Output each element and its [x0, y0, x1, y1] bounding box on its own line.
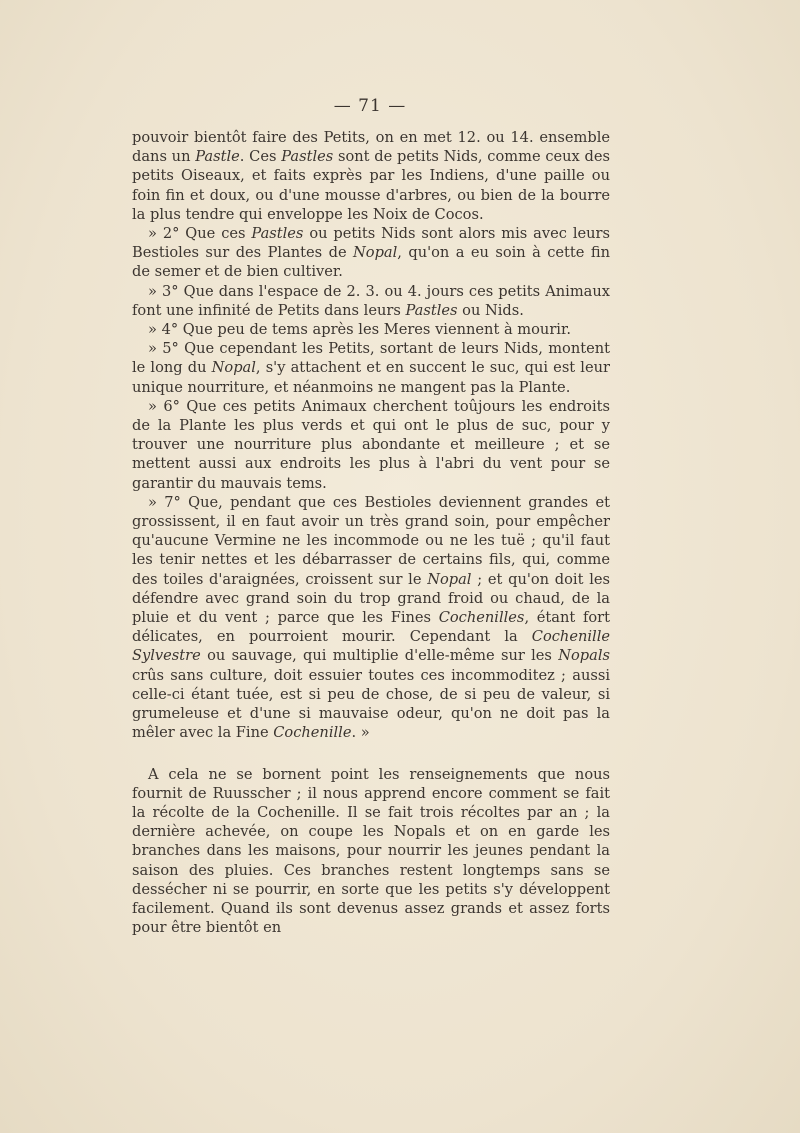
text-segment: ou Nids. [457, 301, 524, 319]
text-segment: » 4° Que peu de tems après les Meres viennent à mourir. [148, 321, 571, 339]
italic-term: Cochenille [273, 724, 352, 742]
italic-term: Nopals [558, 647, 610, 665]
body-text [132, 128, 610, 937]
text-segment: . Ces [239, 148, 282, 166]
text-segment: » 7° Que, pendant que ces Bestioles deviennent grandes et grossissent, il en faut avoir un très grand soin, pour empêcher qu'aucune Vermine ne les incommode ou ne les tuë ; qu'il faut les tenir nettes et les débarrasser de certains fils, qui, comme des toiles d'araignées, croissent sur le [132, 493, 610, 588]
text-segment: » 5° Que cependant les Petits, sortant de leurs Nids, montent le long du [132, 340, 610, 377]
italic-term: Pastles [405, 301, 458, 319]
paragraph-p5 [132, 397, 610, 493]
paragraph-p4 [132, 339, 610, 397]
text-segment: » 6° Que ces petits Animaux cherchent toûjours les endroits de la Plante les plus verds et qui ont le plus de suc, pour y trouver une nourriture plus abondante et meilleure ; et se mettent aussi aux endroits les plus à l'abri du vent pour se garantir du mauvais tems. [132, 397, 610, 492]
paragraph-p6 [132, 493, 610, 743]
text-segment: . » [351, 724, 370, 742]
paragraph-p3 [132, 320, 610, 339]
text-segment: sont de petits Nids, comme ceux des petits Oiseaux, et faits exprès par les Indiens, d'une paille ou foin fin et doux, ou d'une mousse d'arbres, ou bien de la bourre la plus tendre qui enveloppe les Noix de Cocos. [132, 148, 610, 223]
text-segment: » 3° Que dans l'espace de 2. 3. ou 4. jours ces petits Animaux font une infinité de Petits dans leurs [132, 282, 610, 319]
text-segment: ou sauvage, qui multiplie d'elle-même sur les [200, 647, 559, 665]
text-segment: , s'y attachent et en succent le suc, qui est leur unique nourriture, et néanmoins ne mangent pas la Plante. [132, 359, 610, 396]
text-segment: ; et qu'on doit les défendre avec grand soin du trop grand froid ou chaud, de la pluie et du vent ; parce que les Fines [132, 570, 610, 627]
text-segment: crûs sans culture, doit essuier toutes ces incommoditez ; aussi celle-ci étant tuée, est si peu de chose, de si peu de valeur, si grumeleuse et d'une si mauvaise odeur, qu'on ne doit pas la mêler avec la Fine [132, 666, 610, 742]
text-segment: ou petits Nids sont alors mis avec leurs Bestioles sur des Plantes de [132, 225, 610, 262]
paragraph-p0 [132, 128, 610, 224]
paragraph-p1 [132, 224, 610, 282]
text-segment: , étant fort délicates, en pourroient mourir. Cependant la [132, 609, 610, 646]
italic-term: Cochenille Sylvestre [132, 628, 610, 665]
italic-term: Pastles [251, 225, 304, 243]
text-segment: A cela ne se bornent point les renseignements que nous fournit de Ruusscher ; il nous apprend encore comment se fait la récolte de la Cochenille. Il se fait trois récoltes par an ; la dernière achevée, on coupe les Nopals et on en garde les branches dans les maisons, pour nourrir les jeunes pendant la saison des pluies. Ces branches restent longtemps sans se dessécher ni se pourrir, en sorte que les petits s'y développent facilement. Quand ils sont devenus assez grands et assez forts pour être bientôt en [132, 765, 610, 937]
italic-term: Cochenilles [438, 609, 525, 627]
italic-term: Pastles [281, 148, 334, 166]
italic-term: Nopal [427, 570, 472, 588]
page-number: — 71 — [333, 96, 407, 116]
italic-term: Nopal [211, 359, 256, 377]
italic-term: Nopal [353, 244, 398, 262]
paragraph-p2 [132, 282, 610, 320]
italic-term: Pastle [195, 148, 240, 166]
text-segment: pouvoir bientôt faire des Petits, on en met 12. ou 14. ensemble dans un [132, 129, 610, 166]
text-segment: , qu'on a eu soin à cette fin de semer et de bien cultiver. [132, 244, 610, 281]
paragraph-p7 [132, 765, 610, 938]
text-segment: » 2° Que ces [148, 225, 252, 243]
